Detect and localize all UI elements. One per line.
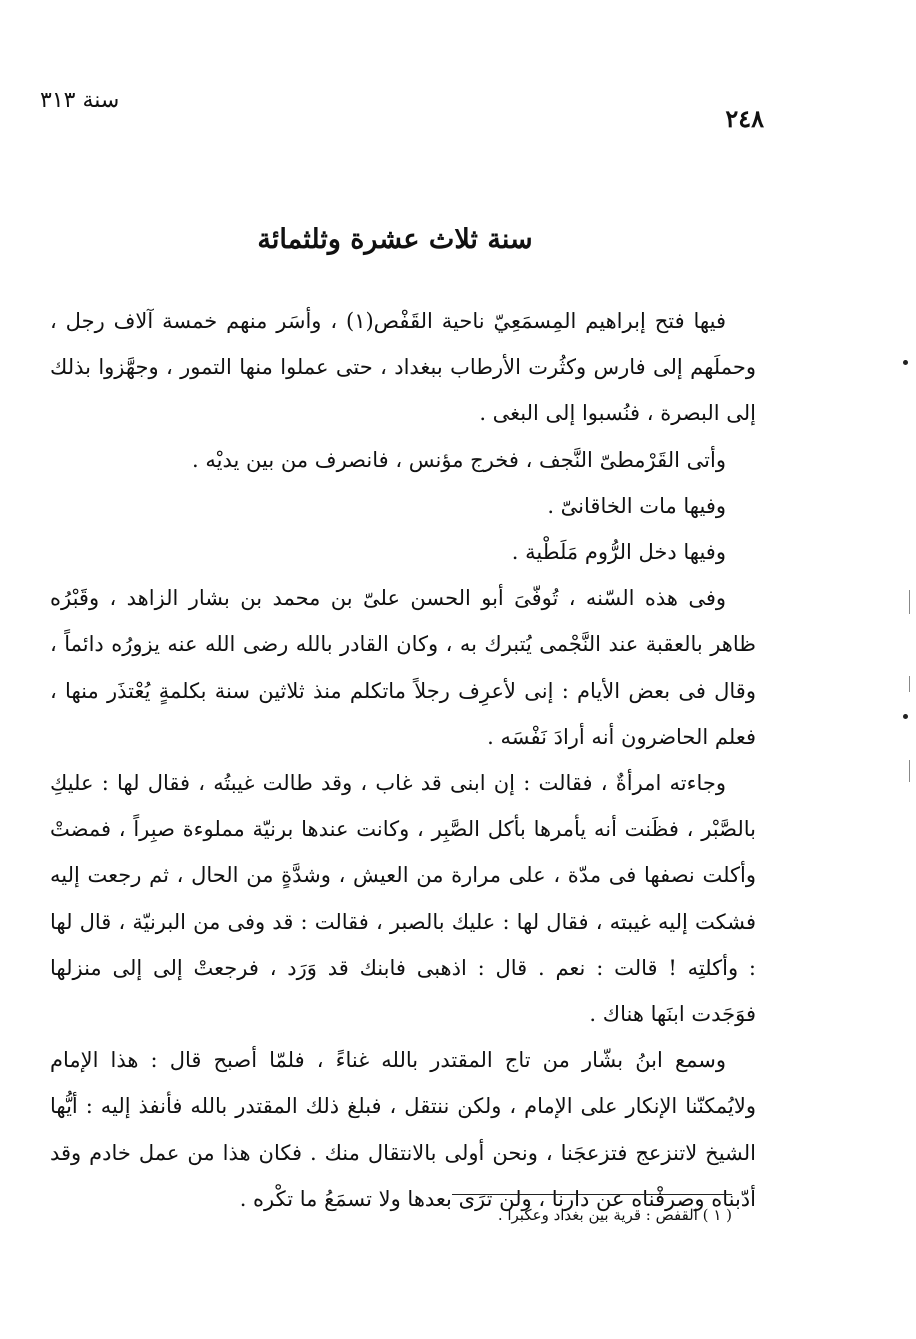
paragraph: وجاءته امرأةٌ ، فقالت : إن ابنى قد غاب ، وقد طالت غيبتُه ، فقال لها : عليكِ بالصَّبْر ، فظَنت أنه يأمرها بأكل الصَّبِر ، وكانت عندها برنيّة مملوءة صبِراً ، فمضتْ وأكلت نصفها فى مدّة ، على مرارة من العيش ، وشدَّةٍ من الحال ، ثم رجعت إليه فشكت إليه غيبته ، فقال لها : عليك بالصبر ، فقالت : قد وفى من البرنيّة ، قال لها : وأكلتِه ! قالت : نعم . قال : اذهبى فابنك قد وَرَد ، فرجعتْ إلى إلى منزلها فوَجَدت ابنَها هناك . [50, 771, 756, 1027]
scan-edge-line [909, 590, 910, 614]
paragraph: وفيها مات الخاقانىّ . [547, 493, 726, 518]
footnote: ( ١ ) القفص : قرية بين بغداد وعكبرا . [497, 1206, 732, 1224]
scan-dot [903, 360, 908, 365]
page-number: ٢٤٨ [725, 104, 764, 133]
paragraph: وسمع ابنُ بشّار من تاج المقتدر بالله غناءً ، فلمّا أصبح قال : هذا الإمام ولايُمكنّنا الإنكار على الإمام ، ولكن ننتقل ، فبلغ ذلك المقتدر بالله فأنفذ إليه : أيُّها الشيخ لاتنزعج فتزعجَنا ، ونحن أولى بالانتقال منك . فكان هذا من عمل خادم وقد أدّبناه وصرفْناه عن دارنا ، ولن ترَى بعدها ولا تسمَعُ ما تكْره . [50, 1048, 756, 1211]
scan-edge-line [909, 676, 910, 692]
chapter-title: سنة ثلاث عشرة وثلثمائة [257, 224, 533, 255]
paragraph: وفى هذه السّنه ، تُوفّىَ أبو الحسن علىّ بن محمد بن بشار الزاهد ، وقَبْرُه ظاهر بالعقبة عند النَّجْمى يُتبرك به ، وكان القادر بالله رضى الله عنه يزورُه دائماً ، وقال فى بعض الأيام : إنى لأعرِف رجلاً ماتكلم منذ ثلاثين سنة بكلمةٍ يُعْتذَر منها ، فعلم الحاضرون أنه أرادَ نَفْسَه . [50, 586, 756, 749]
footnote-divider [452, 1194, 732, 1195]
scan-dot [903, 714, 908, 719]
body-text [50, 298, 756, 1222]
running-head: سنة ٣١٣ [40, 88, 120, 113]
paragraph: وأتى القَرْمطىّ النَّجف ، فخرج مؤنس ، فانصرف من بين يديْه . [192, 447, 726, 472]
scan-edge-line [909, 760, 910, 782]
paragraph: وفيها دخل الرُّوم مَلَطْية . [511, 540, 726, 565]
paragraph: فيها فتح إبراهيم المِسمَعِيّ ناحية القَفْص(١) ، وأسَر منهم خمسة آلاف رجل ، وحملَهم إلى فارس وكثُرت الأرطاب ببغداد ، حتى عملوا منها التمور ، وجهَّزوا بذلك إلى البصرة ، فنُسبوا إلى البغى . [50, 309, 756, 426]
